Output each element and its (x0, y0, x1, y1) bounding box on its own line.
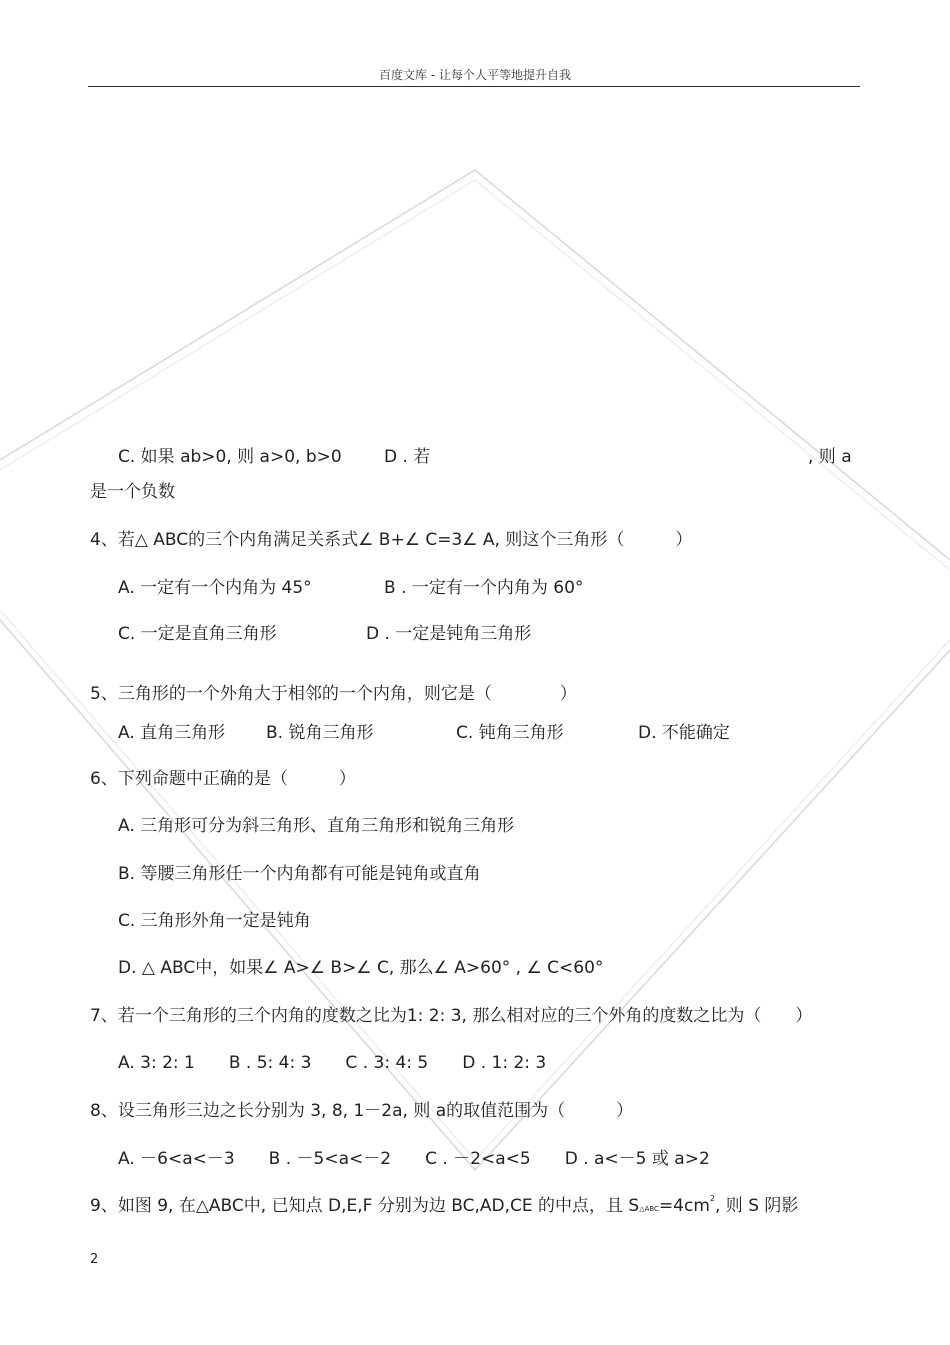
q3-option-d-continued: 是一个负数 (90, 482, 175, 502)
q5-option-d: D. 不能确定 (638, 723, 730, 743)
q6-option-a: A. 三角形可分为斜三角形、直角三角形和锐角三角形 (118, 816, 515, 836)
q4-option-c: C. 一定是直角三角形 (118, 624, 277, 644)
q6-option-c: C. 三角形外角一定是钝角 (118, 911, 311, 931)
q5-option-a: A. 直角三角形 (118, 723, 226, 743)
q9-text-start: 9、如图 9, 在△ABC中, 已知点 D,E,F 分别为边 BC,AD,CE 的中点，且 S (90, 1196, 640, 1216)
question-4: 4、若△ ABC的三个内角满足关系式∠ B+∠ C=3∠ A, 则这个三角形（ ） (90, 530, 693, 550)
question-8: 8、设三角形三边之长分别为 3, 8, 1－2a, 则 a的取值范围为（ ） (90, 1101, 634, 1121)
page-number: 2 (90, 1252, 99, 1267)
page-header: 百度文库 - 让每个人平等地提升自我 (379, 68, 571, 82)
q3-option-d: D . 若 (384, 447, 431, 467)
q5-option-c: C. 钝角三角形 (456, 723, 564, 743)
q7-options: A. 3: 2: 1 B . 5: 4: 3 C . 3: 4: 5 D . 1: 2: 3 (118, 1053, 547, 1073)
header-divider (88, 86, 860, 87)
q8-options: A. －6<a<－3 B . －5<a<－2 C . －2<a<5 D . a<－5 或 a>2 (118, 1149, 710, 1169)
q6-option-b: B. 等腰三角形任一个内角都有可能是钝角或直角 (118, 864, 481, 884)
question-9 (90, 1195, 798, 1220)
q5-option-b: B. 锐角三角形 (266, 723, 374, 743)
q9-text-end: , 则 S 阴影 (715, 1196, 799, 1216)
q9-text-mid: =4cm (658, 1196, 710, 1216)
q3-option-d-tail: , 则 a (808, 447, 852, 467)
q3-option-c: C. 如果 ab>0, 则 a>0, b>0 (118, 447, 342, 467)
question-6: 6、下列命题中正确的是（ ） (90, 769, 356, 789)
question-7: 7、若一个三角形的三个内角的度数之比为1: 2: 3, 那么相对应的三个外角的度数之比为（ ） (90, 1006, 813, 1026)
q9-superscript: 2 (709, 1194, 715, 1203)
q4-option-d: D . 一定是钝角三角形 (366, 624, 532, 644)
q4-option-b: B . 一定有一个内角为 60° (384, 578, 584, 598)
q9-subscript: △ABC (639, 1205, 659, 1213)
question-5: 5、三角形的一个外角大于相邻的一个内角，则它是（ ） (90, 684, 577, 704)
q4-option-a: A. 一定有一个内角为 45° (118, 578, 312, 598)
q6-option-d: D. △ ABC中，如果∠ A>∠ B>∠ C, 那么∠ A>60° , ∠ C<60° (118, 958, 604, 978)
